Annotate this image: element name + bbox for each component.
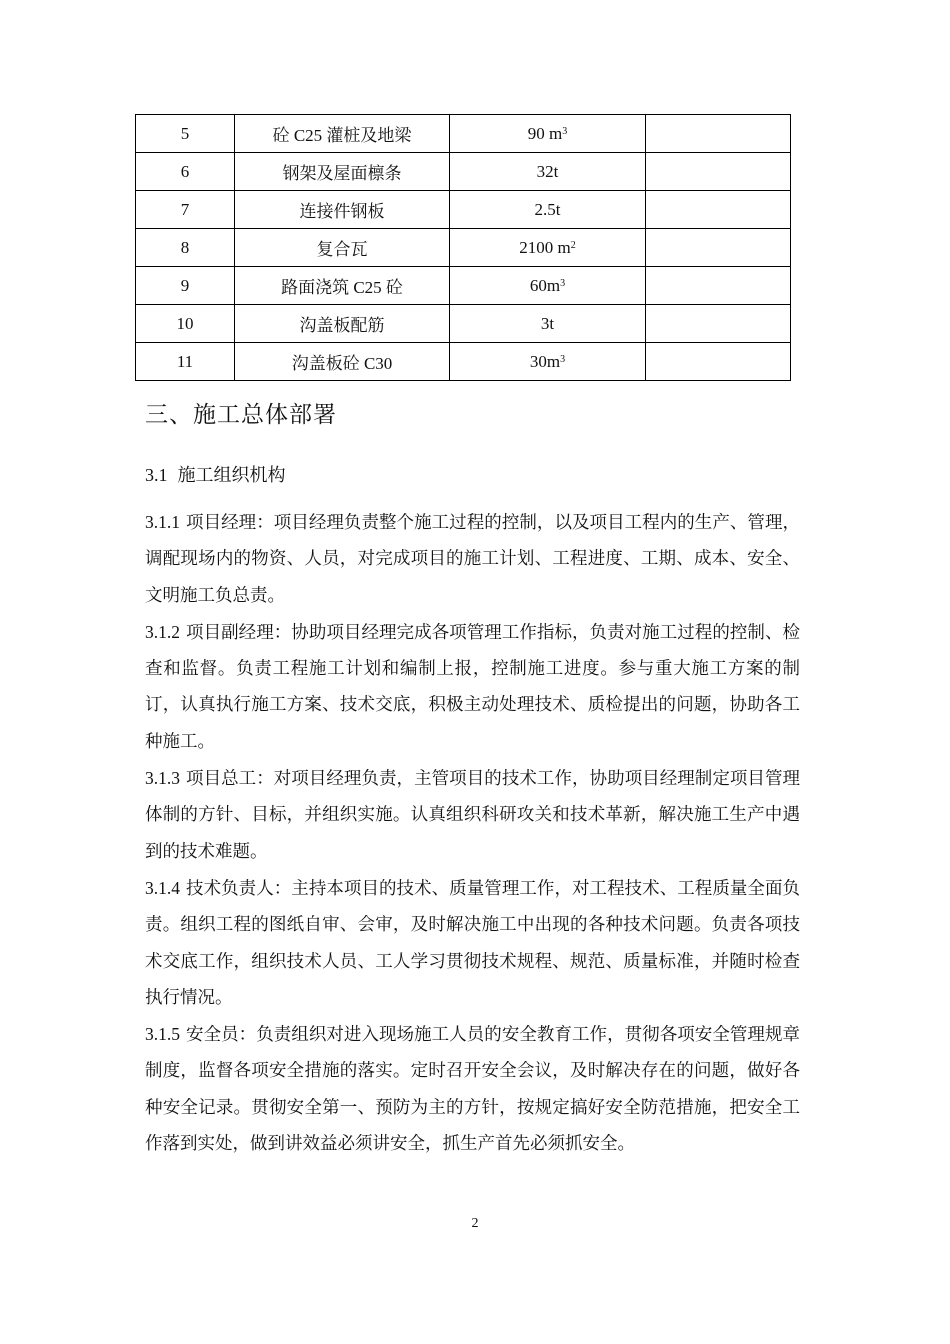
quantity-cell (450, 343, 646, 381)
row-number-cell (136, 305, 235, 343)
paragraph-3-1-5 (145, 1016, 800, 1162)
body-text (145, 504, 800, 1162)
paragraph-number: 3.1.3 (145, 768, 180, 789)
quantity-table (135, 114, 791, 381)
table-row (136, 343, 791, 381)
item-name-cell (235, 343, 450, 381)
quantity-text: 32t (536, 161, 559, 181)
row-number-cell (136, 267, 235, 305)
table-row (136, 191, 791, 229)
row-number-text: 5 (180, 123, 190, 143)
item-name-cell (235, 305, 450, 343)
quantity-cell (450, 115, 646, 153)
item-name-text: 连接件钢板 (299, 202, 385, 221)
note-cell (646, 343, 791, 381)
quantity-cell (450, 229, 646, 267)
quantity-text: 2.5t (534, 199, 561, 219)
row-number-text: 10 (176, 313, 194, 333)
table-row (136, 115, 791, 153)
unit-superscript: 3 (562, 125, 568, 137)
note-cell (646, 153, 791, 191)
quantity-cell (450, 191, 646, 229)
item-name-text: 沟盖板配筋 (299, 316, 385, 335)
quantity-text: 30m (529, 351, 561, 371)
note-cell (646, 229, 791, 267)
item-name-cell (235, 267, 450, 305)
paragraph-3-1-2 (145, 614, 800, 760)
item-name-cell (235, 153, 450, 191)
table-row (136, 267, 791, 305)
table-row (136, 229, 791, 267)
table-row (136, 305, 791, 343)
paragraph-text: 安全员：负责组织对进入现场施工人员的安全教育工作，贯彻各项安全管理规章制度，监督各项安全措施的落实。定时召开安全会议，及时解决存在的问题，做好各种安全记录。贯彻安全第一、预防为主的方针，按规定搞好安全防范措施，把安全工作落到实处，做到讲效益必须讲安全，抓生产首先必须抓安全。 (145, 1025, 800, 1155)
quantity-text: 60m (529, 275, 561, 295)
section-title: 三、施工总体部署 (145, 402, 337, 428)
quantity-cell (450, 267, 646, 305)
quantity-text: 3t (540, 313, 555, 333)
row-number-text: 9 (180, 275, 190, 295)
table-row (136, 153, 791, 191)
row-number-text: 7 (180, 199, 190, 219)
note-cell (646, 115, 791, 153)
row-number-cell (136, 153, 235, 191)
paragraph-3-1-4 (145, 870, 800, 1016)
quantity-text: 90 m (527, 123, 563, 143)
row-number-cell (136, 115, 235, 153)
item-name-cell (235, 191, 450, 229)
item-name-text: 沟盖板砼 C30 (291, 354, 393, 373)
paragraph-text: 项目副经理：协助项目经理完成各项管理工作指标，负责对施工过程的控制、检查和监督。负责工程施工计划和编制上报，控制施工进度。参与重大施工方案的制订，认真执行施工方案、技术交底，积极主动处理技术、质检提出的问题，协助各工种施工。 (145, 622, 800, 752)
item-name-cell (235, 229, 450, 267)
note-cell (646, 191, 791, 229)
row-number-text: 8 (180, 237, 190, 257)
row-number-text: 11 (176, 351, 194, 371)
quantity-cell (450, 305, 646, 343)
unit-superscript: 3 (560, 277, 566, 289)
item-name-text: 路面浇筑 C25 砼 (281, 278, 403, 297)
paragraph-number: 3.1.5 (145, 1024, 180, 1045)
paragraph-number: 3.1.1 (145, 512, 180, 532)
paragraph-3-1-1 (145, 504, 800, 614)
item-name-text: 钢架及屋面檩条 (282, 164, 402, 183)
item-name-text: 砼 C25 灌桩及地梁 (272, 126, 412, 145)
quantity-cell (450, 153, 646, 191)
row-number-cell (136, 343, 235, 381)
note-cell (646, 267, 791, 305)
paragraph-text: 技术负责人：主持本项目的技术、质量管理工作，对工程技术、工程质量全面负责。组织工程的图纸自审、会审，及时解决施工中出现的各种技术问题。负责各项技术交底工作，组织技术人员、工人学习贯彻技术规程、规范、质量标准，并随时检查执行情况。 (145, 878, 800, 1008)
item-name-cell (235, 115, 450, 153)
subsection-title (145, 461, 286, 487)
subsection-label: 施工组织机构 (177, 465, 286, 486)
note-cell (646, 305, 791, 343)
unit-superscript: 2 (570, 239, 576, 251)
unit-superscript: 3 (560, 353, 566, 365)
page-number: 2 (471, 1216, 479, 1231)
subsection-number: 3.1 (145, 465, 168, 485)
paragraph-number: 3.1.4 (145, 877, 180, 898)
paragraph-text: 项目经理：项目经理负责整个施工过程的控制，以及项目工程内的生产、管理，调配现场内的物资、人员，对完成项目的施工计划、工程进度、工期、成本、安全、文明施工负总责。 (145, 513, 800, 606)
row-number-text: 6 (180, 161, 190, 181)
item-name-text: 复合瓦 (316, 240, 368, 259)
paragraph-3-1-3 (145, 760, 800, 870)
quantity-text: 2100 m (519, 237, 571, 257)
paragraph-number: 3.1.2 (145, 621, 180, 642)
paragraph-text: 项目总工：对项目经理负责，主管项目的技术工作，协助项目经理制定项目管理体制的方针、目标，并组织实施。认真组织科研攻关和技术革新，解决施工生产中遇到的技术难题。 (145, 769, 800, 862)
row-number-cell (136, 229, 235, 267)
row-number-cell (136, 191, 235, 229)
